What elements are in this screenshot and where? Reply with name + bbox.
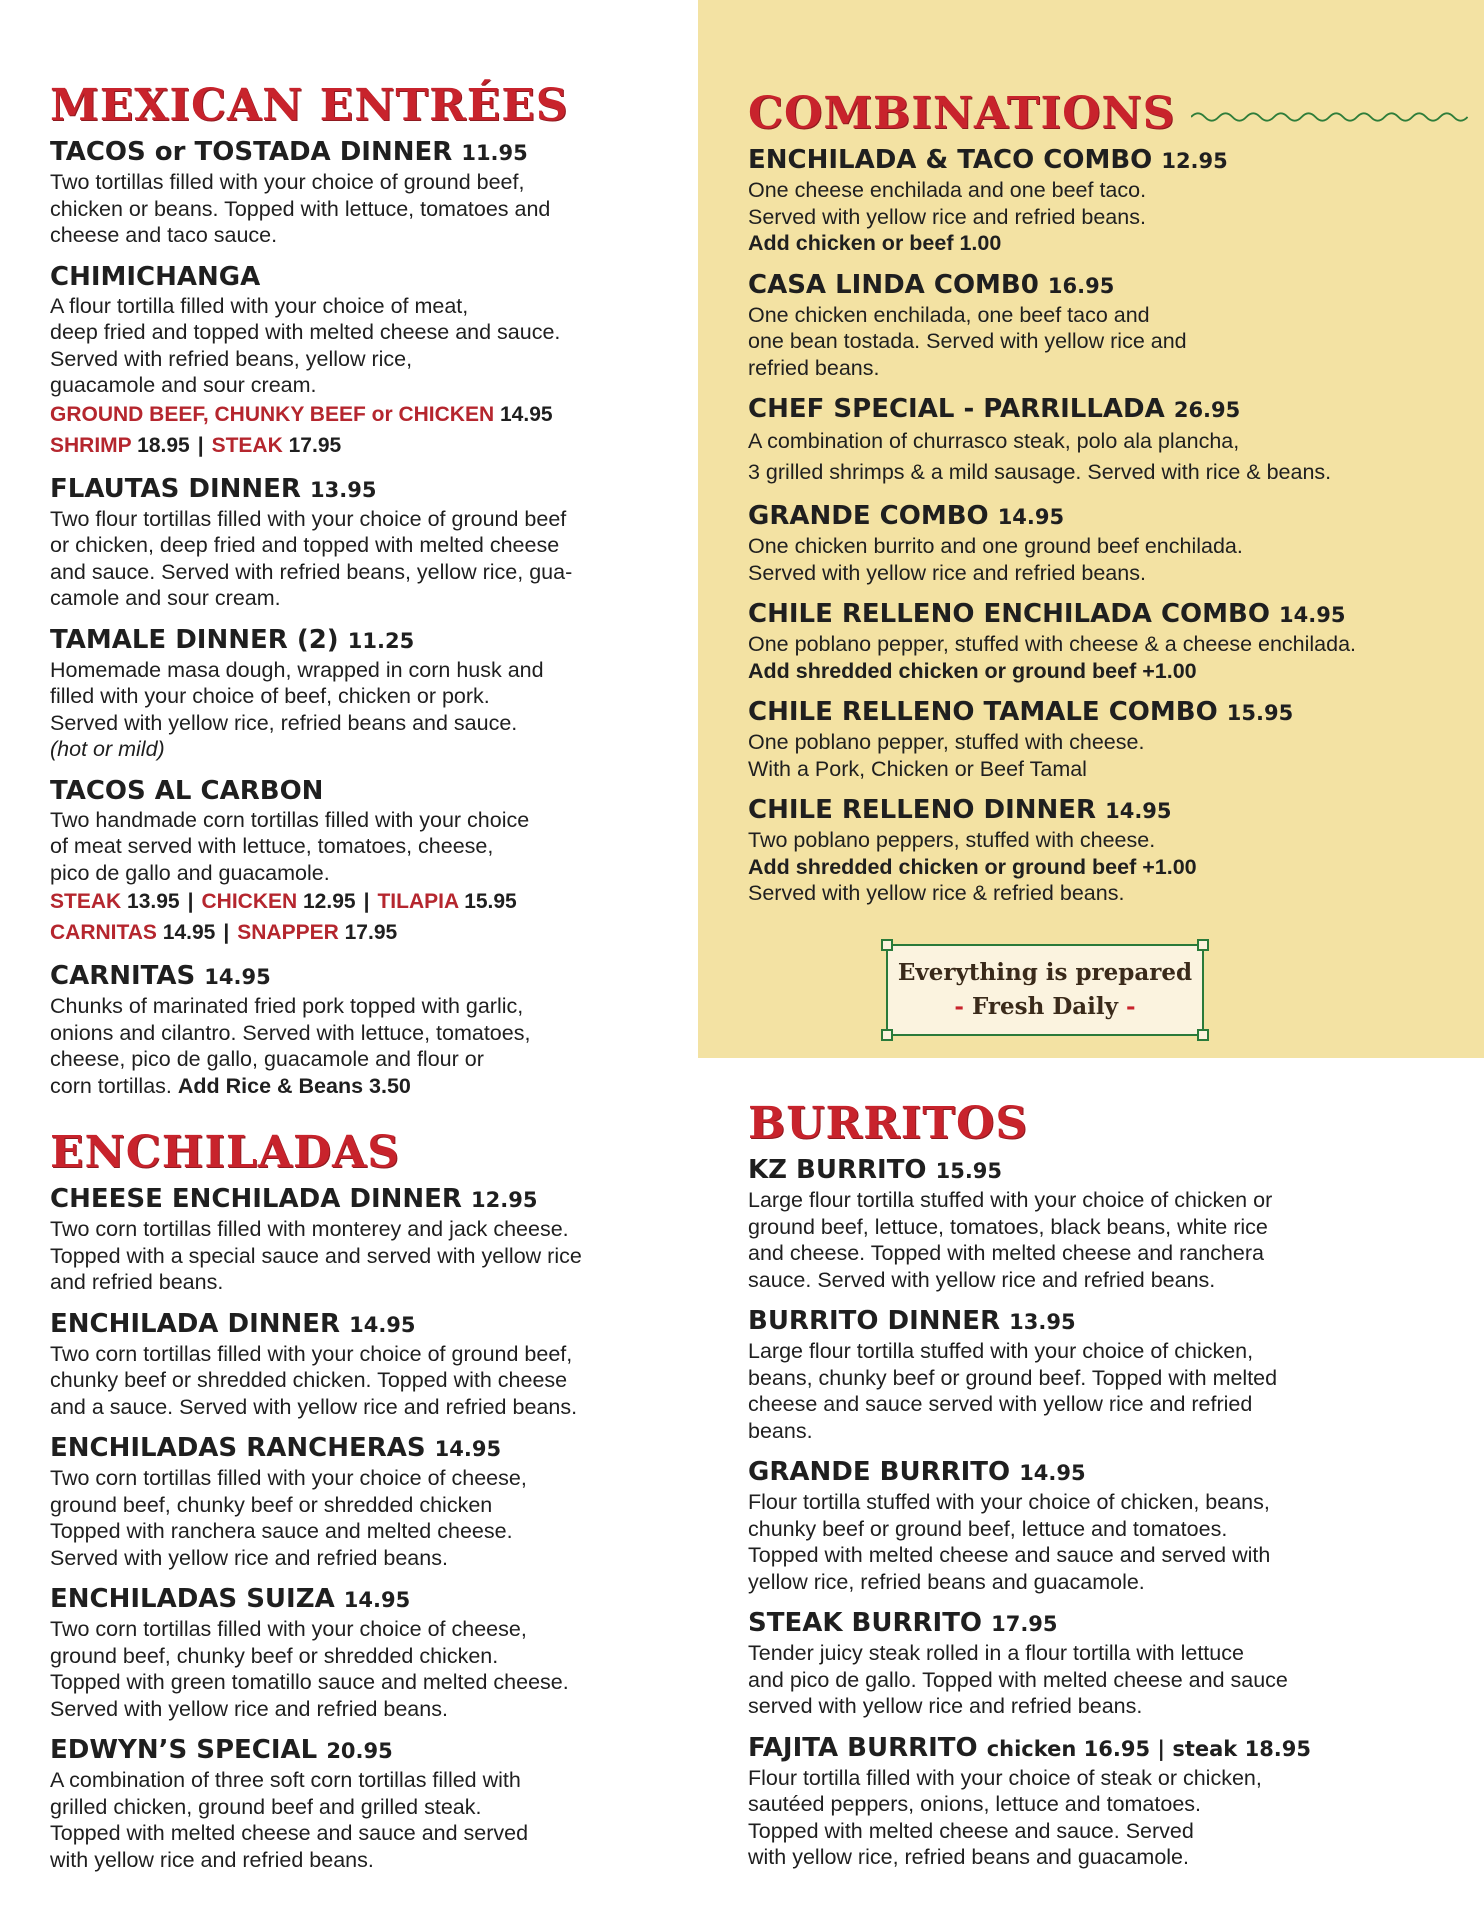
menu-item-flautas (50, 473, 680, 612)
menu-item-chimichanga (50, 261, 680, 461)
item-name: EDWYN’S SPECIAL (50, 1735, 318, 1765)
desc-line: Two corn tortillas filled with monterey and jack cheese. (50, 1217, 569, 1241)
item-name: CARNITAS (50, 961, 196, 991)
option-price: 17.95 (344, 921, 398, 944)
option-label: CARNITAS (50, 921, 157, 944)
item-description (748, 729, 1468, 782)
badge-line-1: Everything is prepared (897, 959, 1193, 986)
item-addon: Add Rice & Beans 3.50 (177, 1073, 411, 1098)
option-price: 15.95 (464, 890, 517, 913)
badge-corner-ornament (881, 1029, 893, 1041)
badge-corner-ornament (1197, 939, 1209, 951)
desc-line: Topped with melted cheese and sauce. Served (748, 1818, 1194, 1843)
desc-line: Two flour tortillas filled with your choice of ground beef (50, 506, 567, 531)
item-price: chicken 16.95 | steak 18.95 (986, 1736, 1312, 1761)
item-price: 12.95 (471, 1188, 538, 1212)
desc-line: or chicken, deep fried and topped with melted cheese (50, 533, 560, 557)
squiggle-divider-icon (1191, 109, 1468, 125)
item-addon: Add shredded chicken or ground beef +1.00 (748, 658, 1197, 683)
item-name: ENCHILADAS RANCHERAS (50, 1433, 426, 1463)
combinations-column (748, 86, 1468, 919)
desc-line: Topped with ranchera sauce and melted cheese. (50, 1519, 513, 1543)
badge-line-2 (888, 990, 1202, 1024)
badge-corner-ornament (1197, 1029, 1209, 1041)
desc-line: Served with yellow rice and refried beans. (748, 560, 1146, 585)
menu-item-chile-relleno-tamale-combo (748, 696, 1468, 782)
item-description (748, 533, 1468, 586)
item-description (748, 1489, 1468, 1595)
option-price: 12.95 (303, 890, 356, 913)
desc-line: With a Pork, Chicken or Beef Tamal (748, 756, 1087, 781)
enchiladas-title: ENCHILADAS (50, 1127, 401, 1178)
item-description (748, 827, 1468, 907)
item-price: 26.95 (1173, 398, 1241, 422)
desc-line: Chunks of marinated fried pork topped with garlic, (50, 994, 524, 1018)
desc-line: filled with your choice of beef, chicken or pork. (50, 684, 490, 708)
menu-item-enchilada-dinner (50, 1308, 680, 1421)
desc-line: ground beef, chunky beef or shredded chicken. (50, 1643, 499, 1668)
item-name: FLAUTAS DINNER (50, 473, 301, 504)
option-label: TILAPIA (377, 890, 459, 913)
desc-line: deep fried and topped with melted cheese and sauce. (50, 320, 561, 344)
desc-line: One chicken enchilada, one beef taco and (748, 302, 1150, 327)
desc-line: corn tortillas. (50, 1073, 172, 1098)
item-description (50, 1767, 680, 1873)
desc-line: Topped with melted cheese and sauce and served (50, 1821, 529, 1845)
desc-line: Topped with a special sauce and served with yellow rice (50, 1243, 582, 1268)
burritos-title: BURRITOS (748, 1098, 1029, 1149)
option-label: STEAK (50, 890, 122, 913)
item-name: CHILE RELLENO DINNER (748, 795, 1097, 825)
item-name: CHEF SPECIAL - PARRILLADA (748, 394, 1165, 424)
menu-item-burrito-dinner (748, 1305, 1468, 1444)
menu-item-tamale (50, 624, 680, 763)
item-price: 17.95 (991, 1612, 1058, 1636)
desc-note: (hot or mild) (50, 737, 165, 761)
item-price: 15.95 (935, 1159, 1003, 1183)
desc-line: guacamole and sour cream. (50, 373, 317, 397)
menu-item-chile-relleno-dinner (748, 794, 1468, 907)
menu-item-enchiladas-suiza (50, 1583, 680, 1722)
option-label: CHICKEN (201, 890, 298, 913)
desc-line: Topped with melted cheese and sauce and served with (748, 1543, 1271, 1567)
desc-line: Served with yellow rice and refried beans. (748, 204, 1146, 229)
item-name: GRANDE COMBO (748, 501, 989, 531)
item-name: CASA LINDA COMB0 (748, 269, 1039, 300)
desc-line: Served with yellow rice and refried beans. (50, 1545, 448, 1570)
item-name: CHILE RELLENO TAMALE COMBO (748, 697, 1218, 727)
item-name: ENCHILADA DINNER (50, 1308, 341, 1339)
item-description (50, 993, 680, 1099)
desc-line: Two corn tortillas filled with your choice of cheese, (50, 1466, 527, 1490)
menu-item-enchiladas-rancheras (50, 1432, 680, 1571)
item-description (50, 169, 680, 249)
item-price: 14.95 (997, 505, 1065, 529)
item-description (50, 1216, 680, 1296)
item-name: KZ BURRITO (748, 1155, 927, 1185)
desc-line: Served with yellow rice, refried beans and sauce. (50, 710, 518, 735)
desc-line: beans, chunky beef or ground beef. Topped with melted (748, 1365, 1278, 1390)
burritos-column (748, 1096, 1468, 1883)
desc-line: cheese, pico de gallo, guacamole and flour or (50, 1047, 484, 1071)
item-name: ENCHILADA & TACO COMBO (748, 145, 1153, 175)
desc-line: Two handmade corn tortillas filled with your choice (50, 807, 530, 832)
item-description (748, 1640, 1468, 1720)
desc-line: One poblano pepper, stuffed with cheese. (748, 730, 1145, 754)
fresh-daily-badge (886, 944, 1204, 1036)
item-price: 14.95 (1105, 799, 1172, 823)
mexican-entrees-title: MEXICAN ENTRÉES (50, 80, 569, 131)
item-addon: Add shredded chicken or ground beef +1.00 (748, 854, 1197, 879)
desc-line: and refried beans. (50, 1270, 224, 1294)
menu-item-carnitas (50, 960, 680, 1099)
desc-line: with yellow rice and refried beans. (50, 1847, 374, 1872)
item-price: 14.95 (204, 965, 271, 989)
item-name: TAMALE DINNER (2) (50, 624, 339, 655)
desc-line: chunky beef or shredded chicken. Topped with cheese (50, 1368, 568, 1392)
item-options (50, 399, 680, 461)
item-price: 14.95 (343, 1588, 411, 1612)
item-name: TACOS AL CARBON (50, 775, 324, 806)
desc-line: pico de gallo and guacamole. (50, 860, 330, 885)
item-description (748, 302, 1468, 382)
desc-line: Homemade masa dough, wrapped in corn husk and (50, 657, 544, 682)
option-price: 17.95 (288, 433, 342, 457)
item-description (748, 426, 1468, 488)
desc-line: of meat served with lettuce, tomatoes, cheese, (50, 834, 494, 858)
left-column (50, 78, 680, 1885)
menu-item-steak-burrito (748, 1607, 1468, 1720)
item-description (748, 631, 1468, 684)
desc-line: grilled chicken, ground beef and grilled steak. (50, 1794, 482, 1819)
desc-line: and sauce. Served with refried beans, yellow rice, gua- (50, 559, 573, 584)
option-price: 18.95 (137, 433, 190, 457)
menu-item-casa-linda-combo (748, 269, 1468, 382)
badge-dash: - (1126, 993, 1136, 1020)
item-price: 13.95 (310, 477, 377, 502)
desc-line: sautéed peppers, onions, lettuce and tomatoes. (748, 1792, 1202, 1816)
item-description (50, 807, 680, 887)
desc-line: Two corn tortillas filled with your choice of ground beef, (50, 1341, 573, 1366)
menu-item-chile-relleno-enchilada-combo (748, 598, 1468, 684)
desc-line: and cheese. Topped with melted cheese and ranchera (748, 1241, 1264, 1265)
desc-line: Two poblano peppers, stuffed with cheese. (748, 828, 1156, 852)
desc-line: One poblano pepper, stuffed with cheese & a cheese enchilada. (748, 632, 1357, 656)
item-price: 12.95 (1161, 149, 1228, 173)
item-description (50, 657, 680, 763)
option-label: SNAPPER (237, 921, 339, 944)
item-price: 14.95 (1279, 603, 1346, 627)
desc-line: camole and sour cream. (50, 586, 281, 610)
item-name: CHIMICHANGA (50, 261, 261, 292)
desc-line: refried beans. (748, 355, 880, 380)
desc-line: Served with yellow rice & refried beans. (748, 881, 1125, 905)
item-name: BURRITO DINNER (748, 1306, 1001, 1336)
desc-line: cheese and sauce served with yellow rice and refried (748, 1392, 1253, 1416)
desc-line: cheese and taco sauce. (50, 223, 278, 247)
desc-line: Topped with green tomatillo sauce and melted cheese. (50, 1670, 569, 1694)
item-description (50, 293, 680, 399)
desc-line: Two tortillas filled with your choice of ground beef, (50, 170, 525, 194)
desc-line: served with yellow rice and refried beans. (748, 1694, 1143, 1718)
menu-item-tacos-tostada (50, 136, 680, 249)
menu-item-enchilada-taco-combo (748, 144, 1468, 257)
desc-line: ground beef, chunky beef or shredded chicken (50, 1492, 493, 1517)
item-description (50, 1465, 680, 1571)
item-description (748, 1187, 1468, 1293)
item-price: 13.95 (1009, 1310, 1076, 1334)
menu-item-cheese-enchilada (50, 1183, 680, 1296)
desc-line: Served with yellow rice and refried beans. (50, 1696, 448, 1721)
option-separator: | (363, 890, 370, 913)
desc-line: one bean tostada. Served with yellow rice and (748, 329, 1187, 353)
desc-line: Served with refried beans, yellow rice, (50, 346, 413, 371)
item-name: FAJITA BURRITO (748, 1732, 978, 1763)
desc-line: and pico de gallo. Topped with melted cheese and sauce (748, 1667, 1288, 1692)
menu-item-chef-special (748, 393, 1468, 488)
option-label: SHRIMP (50, 433, 132, 457)
option-label: STEAK (211, 433, 283, 457)
desc-line: Two corn tortillas filled with your choice of cheese, (50, 1617, 527, 1641)
desc-line: chunky beef or ground beef, lettuce and tomatoes. (748, 1516, 1228, 1541)
item-description (748, 1338, 1468, 1444)
desc-line: sauce. Served with yellow rice and refried beans. (748, 1267, 1216, 1292)
item-name: GRANDE BURRITO (748, 1457, 1011, 1487)
desc-line: A flour tortilla filled with your choice of meat, (50, 293, 469, 318)
item-description (50, 1341, 680, 1421)
combinations-title: COMBINATIONS (748, 88, 1176, 139)
desc-line: Flour tortilla stuffed with your choice of chicken, beans, (748, 1490, 1270, 1514)
desc-line: Tender juicy steak rolled in a flour tortilla with lettuce (748, 1641, 1244, 1665)
desc-line: Flour tortilla filled with your choice of steak or chicken, (748, 1765, 1262, 1790)
item-price: 14.95 (349, 1312, 416, 1337)
item-price: 20.95 (326, 1739, 393, 1763)
option-separator: | (197, 433, 204, 457)
desc-line: and a sauce. Served with yellow rice and refried beans. (50, 1394, 578, 1419)
item-price: 14.95 (434, 1437, 502, 1461)
option-price: 14.95 (500, 402, 553, 426)
menu-item-kz-burrito (748, 1154, 1468, 1293)
item-addon: Add chicken or beef 1.00 (748, 231, 1002, 255)
badge-text: Fresh Daily (971, 993, 1119, 1020)
desc-line: ground beef, lettuce, tomatoes, black beans, white rice (748, 1214, 1268, 1239)
desc-line: One chicken burrito and one ground beef enchilada. (748, 534, 1243, 558)
option-price: 14.95 (162, 921, 216, 944)
item-price: 11.95 (461, 141, 528, 165)
desc-line: Large flour tortilla stuffed with your choice of chicken, (748, 1339, 1254, 1363)
item-price: 16.95 (1047, 273, 1115, 298)
desc-line: onions and cilantro. Served with lettuce, tomatoes, (50, 1020, 531, 1045)
item-description (748, 177, 1468, 257)
desc-line: A combination of churrasco steak, polo ala plancha, (748, 429, 1240, 453)
option-label: GROUND BEEF, CHUNKY BEEF or CHICKEN (50, 402, 495, 426)
item-price: 15.95 (1226, 701, 1294, 725)
item-name: CHILE RELLENO ENCHILADA COMBO (748, 599, 1270, 629)
menu-item-edwyns-special (50, 1734, 680, 1873)
desc-line: Large flour tortilla stuffed with your choice of chicken or (748, 1188, 1273, 1212)
desc-line: 3 grilled shrimps & a mild sausage. Served with rice & beans. (748, 460, 1332, 484)
item-name: TACOS or TOSTADA DINNER (50, 137, 453, 167)
item-options (50, 886, 680, 948)
item-description (50, 506, 680, 612)
menu-item-tacos-al-carbon (50, 775, 680, 949)
menu-item-fajita-burrito (748, 1732, 1468, 1871)
option-separator: | (187, 890, 194, 913)
desc-line: beans. (748, 1418, 813, 1443)
menu-item-grande-burrito (748, 1456, 1468, 1595)
item-name: STEAK BURRITO (748, 1608, 983, 1638)
option-price: 13.95 (127, 890, 180, 913)
badge-corner-ornament (881, 939, 893, 951)
item-description (748, 1765, 1468, 1871)
option-separator: | (223, 921, 230, 944)
desc-line: A combination of three soft corn tortillas filled with (50, 1768, 521, 1792)
desc-line: One cheese enchilada and one beef taco. (748, 178, 1147, 202)
item-name: CHEESE ENCHILADA DINNER (50, 1184, 462, 1214)
badge-dash: - (954, 993, 964, 1020)
item-description (50, 1616, 680, 1722)
desc-line: yellow rice, refried beans and guacamole. (748, 1569, 1145, 1594)
item-price: 11.25 (347, 628, 415, 653)
desc-line: with yellow rice, refried beans and guacamole. (748, 1845, 1189, 1869)
item-name: ENCHILADAS SUIZA (50, 1584, 335, 1614)
item-price: 14.95 (1019, 1461, 1086, 1485)
menu-item-grande-combo (748, 500, 1468, 586)
desc-line: chicken or beans. Topped with lettuce, tomatoes and (50, 196, 551, 221)
